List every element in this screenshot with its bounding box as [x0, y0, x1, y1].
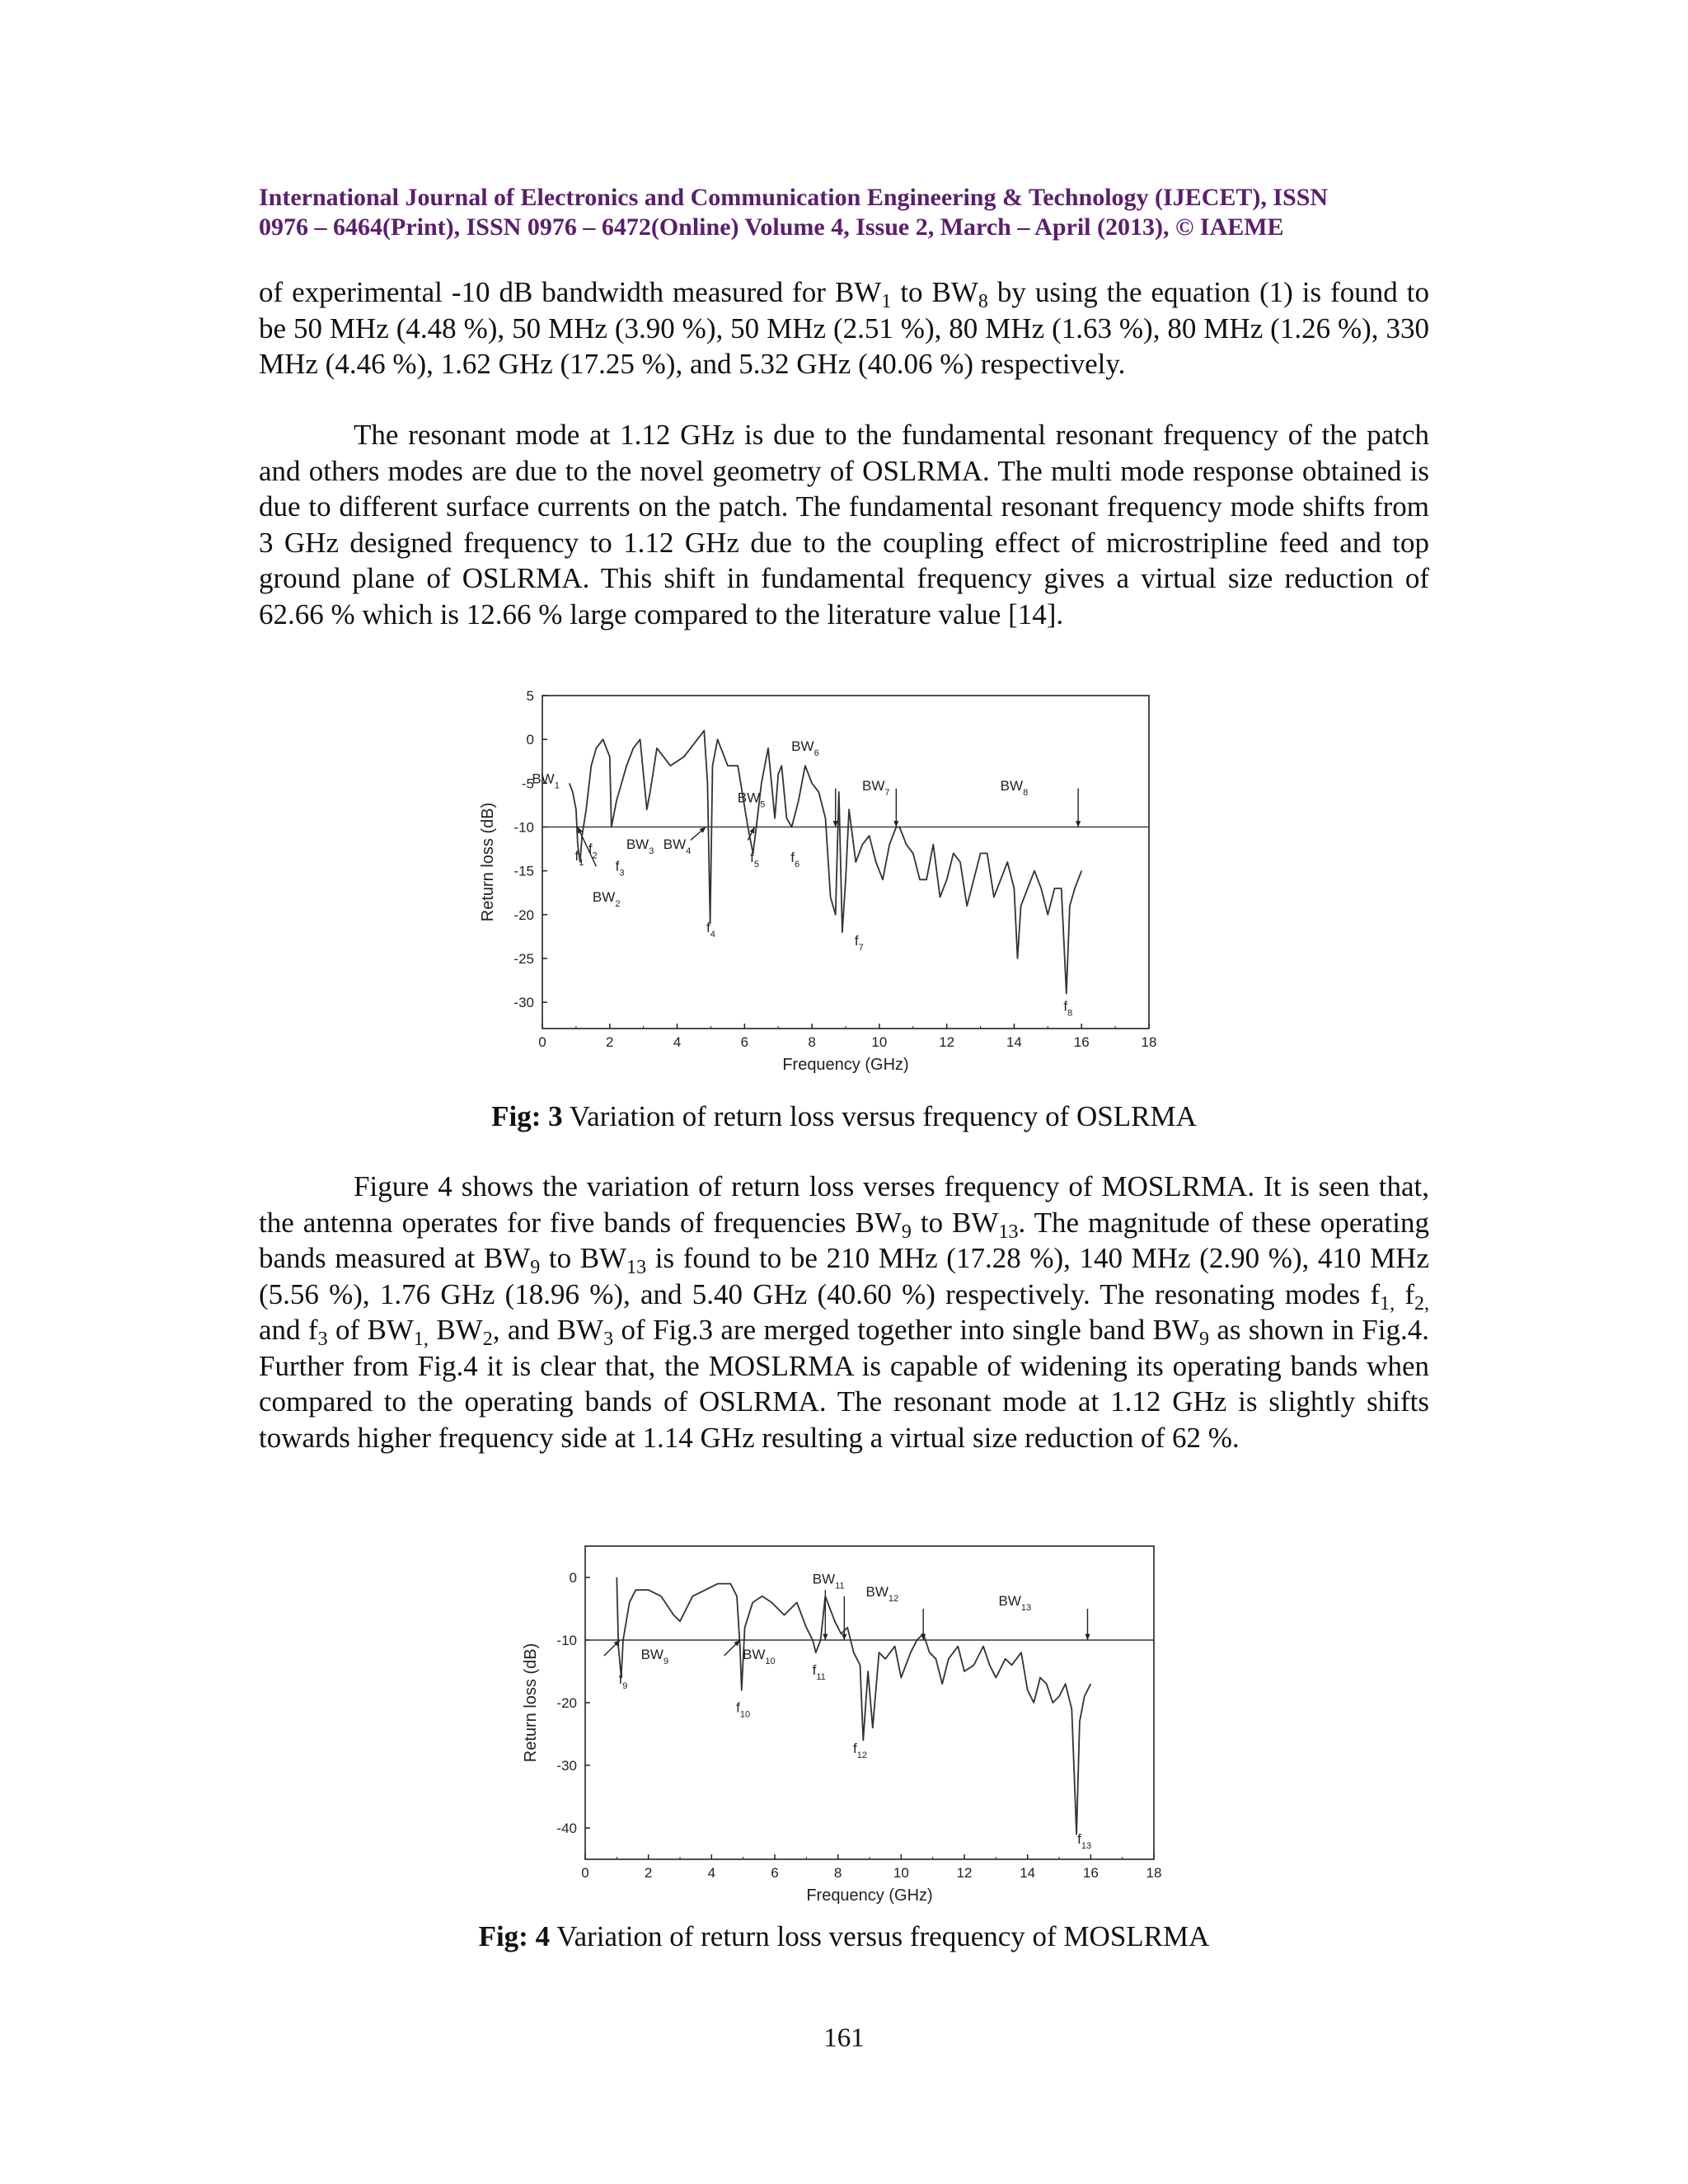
annotation-bw2: $BW_2$ [592, 888, 621, 909]
y-axis-label: Return loss (dB) [522, 1643, 540, 1763]
y-tick-label: 5 [526, 688, 534, 704]
annotation-f4: $f_4$ [706, 920, 715, 940]
annotation-f7: $f_7$ [854, 933, 864, 953]
annotation-bw13: $BW_{13}$ [998, 1593, 1032, 1614]
x-tick-label: 6 [771, 1865, 779, 1881]
annotation-bw4: $BW_4$ [663, 837, 692, 857]
x-tick-label: 6 [740, 1034, 749, 1050]
x-tick-label: 14 [1020, 1865, 1036, 1881]
y-tick-label: 0 [526, 732, 534, 748]
y-tick-label: -10 [556, 1633, 577, 1648]
x-axis-label: Frequency (GHz) [806, 1886, 933, 1905]
x-tick-label: 2 [606, 1034, 614, 1050]
annotation-f6: $f_6$ [790, 850, 800, 869]
x-tick-label: 18 [1146, 1865, 1162, 1881]
paragraph-bandwidth: of experimental -10 dB bandwidth measured for $BW_1$ to $BW_8$ by using the equation (1) is found to be 50 MHz (4.48 %), 50 MHz (3.90 %), 50 MHz (2.51 %), 80 MHz (1.63 %), 80 MHz (1.26 %), 330 MHz (4.46 %), 1.62 GHz (17.25 %), and 5.32 GHz (40.06 %) respectively. [259, 276, 1429, 380]
y-tick-label: -20 [556, 1695, 577, 1711]
x-tick-label: 0 [538, 1034, 546, 1050]
x-tick-label: 10 [893, 1865, 909, 1881]
y-tick-label: -40 [556, 1821, 577, 1836]
x-axis-label: Frequency (GHz) [782, 1056, 909, 1074]
annotation-f13: $f_{13}$ [1077, 1831, 1092, 1851]
figure-4-caption: Fig: 4 Variation of return loss versus frequency of MOSLRMA [478, 1920, 1210, 1952]
annotation-bw3: $BW_3$ [626, 837, 654, 857]
y-tick-label: 0 [569, 1570, 577, 1586]
x-tick-label: 0 [581, 1865, 589, 1881]
y-tick-label: -30 [556, 1758, 577, 1774]
x-tick-label: 10 [871, 1034, 888, 1050]
annotation-bw7: $BW_7$ [862, 777, 890, 798]
return-loss-series [570, 731, 1081, 994]
y-tick-label: -15 [513, 863, 534, 879]
x-tick-label: 8 [808, 1034, 816, 1050]
y-axis-label: Return loss (dB) [479, 802, 497, 922]
page-number: 161 [823, 2023, 865, 2053]
x-tick-label: 4 [707, 1865, 716, 1881]
paragraph-moslrma: Figure 4 shows the variation of return loss verses frequency of MOSLRMA. It is seen that, the antenna operates for five bands of frequencies $BW_9$ to $BW_{13}$. The magnitude of these operating bands measured at $BW_9$ to $BW_{13}$ is found to be 210 MHz (17.28 %), 140 MHz (2.90 %), 410 MHz (5.56 %), 1.76 GHz (18.96 %), and 5.40 GHz (40.60 %) respectively. The resonating modes $f_{1,}$ $f_{2,}$ and $f_3$ of $BW_{1,}$ $BW_2$, and $BW_3$ of Fig.3 are merged together into single band $BW_9$ as shown in Fig.4. Further from Fig.4 it is clear that, the MOSLRMA is capable of widening its operating bands when compared to the operating bands of OSLRMA. The resonant mode at 1.12 GHz is slightly shifts towards higher frequency side at 1.14 GHz resulting a virtual size reduction of 62 %. [259, 1170, 1430, 1454]
annotation-bw11: $BW_{11}$ [812, 1571, 845, 1591]
x-tick-label: 14 [1006, 1034, 1022, 1050]
annotation-f12: $f_{12}$ [853, 1740, 867, 1760]
annotation-bw1: $BW_1$ [532, 771, 560, 791]
y-tick-label: -20 [513, 907, 534, 923]
annotation-f11: $f_{11}$ [812, 1661, 826, 1682]
journal-header-line1: International Journal of Electronics and Communication Engineering & Technology (IJECET), ISSN [259, 184, 1329, 211]
figure-3-chart [458, 687, 1167, 1074]
annotation-f5: $f_5$ [750, 850, 760, 869]
y-tick-label: -30 [513, 995, 534, 1011]
annotation-f8: $f_8$ [1063, 998, 1073, 1019]
journal-header [259, 183, 1429, 242]
annotation-bw6: $BW_6$ [791, 738, 819, 758]
return-loss-series [617, 1577, 1090, 1835]
x-tick-label: 16 [1073, 1034, 1090, 1050]
figure-4-chart [498, 1541, 1162, 1905]
y-tick-label: -5 [521, 776, 534, 792]
x-tick-label: 12 [956, 1865, 973, 1881]
y-tick-label: -10 [513, 819, 534, 836]
figure-3-caption: Fig: 3 Variation of return loss versus frequency of OSLRMA [491, 1100, 1197, 1132]
annotation-f3: $f_3$ [615, 858, 625, 879]
paragraph-resonant-mode: The resonant mode at 1.12 GHz is due to the fundamental resonant frequency of the patch and others modes are due to the novel geometry of OSLRMA. The multi mode response obtained is due to different surface currents on the patch. The fundamental resonant frequency mode shifts from 3 GHz designed frequency to 1.12 GHz due to the coupling effect of microstripline feed and top ground plane of OSLRMA. This shift in fundamental frequency gives a virtual size reduction of 62.66 % which is 12.66 % large compared to the literature value [14]. [259, 419, 1429, 630]
x-tick-label: 8 [833, 1865, 842, 1881]
bw11-arrow-head [823, 1634, 828, 1640]
annotation-f1: $f_1$ [574, 847, 584, 868]
plot-frame [542, 696, 1149, 1029]
annotation-f2: $f_2$ [588, 841, 598, 861]
x-tick-label: 12 [939, 1034, 955, 1050]
annotation-bw5: $BW_5$ [737, 790, 766, 810]
bw13-end-arrow-head [1085, 1634, 1090, 1640]
y-tick-label: -25 [513, 950, 534, 967]
x-tick-label: 2 [644, 1865, 653, 1881]
annotation-bw10: $BW_{10}$ [743, 1646, 776, 1666]
journal-header-line2: 0976 – 6464(Print), ISSN 0976 – 6472(Online) Volume 4, Issue 2, March – April (2013), © IAEME [259, 213, 1284, 241]
x-tick-label: 16 [1082, 1865, 1099, 1881]
x-tick-label: 18 [1141, 1034, 1157, 1050]
bw8-end-arrow-head [1076, 821, 1081, 827]
annotation-f9: $f_9$ [618, 1671, 628, 1692]
bw12-arrow-head [842, 1634, 846, 1640]
annotation-f10: $f_{10}$ [736, 1699, 751, 1720]
annotation-bw8: $BW_8$ [1000, 777, 1029, 798]
x-tick-label: 4 [673, 1034, 682, 1050]
bw8-start-arrow-head [893, 821, 898, 827]
annotation-bw9: $BW_9$ [640, 1646, 669, 1666]
annotation-bw12: $BW_{12}$ [865, 1583, 899, 1604]
